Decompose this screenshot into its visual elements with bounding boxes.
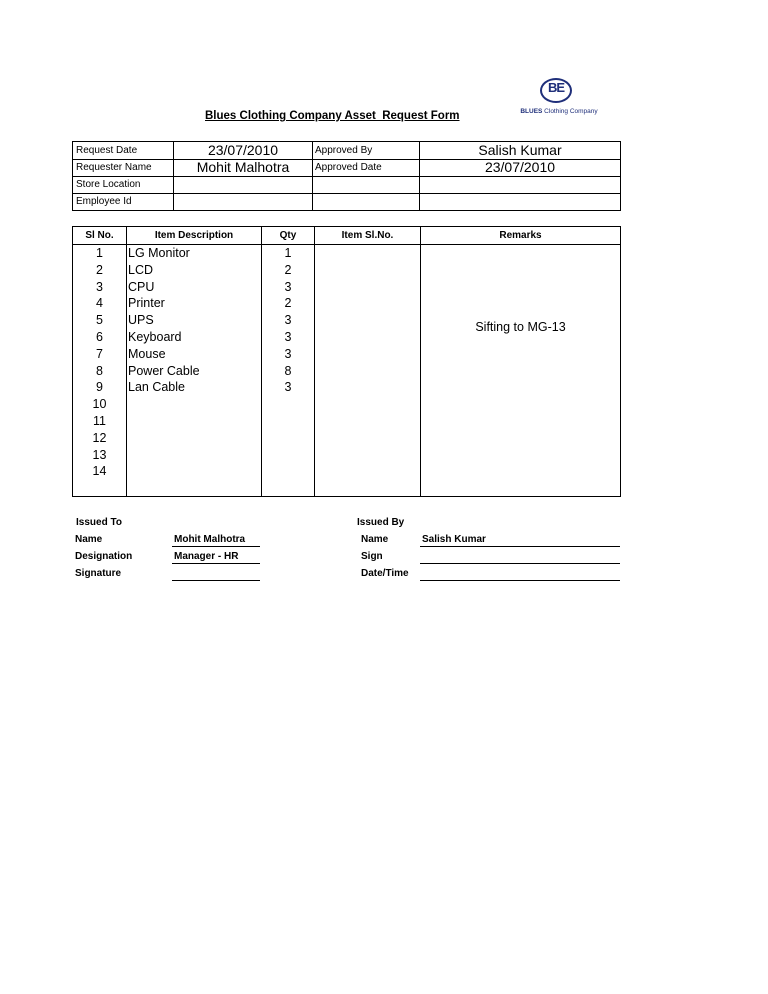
requester-name-label: Requester Name bbox=[76, 162, 152, 173]
issued-by-heading: Issued By bbox=[357, 517, 405, 528]
row-sl-no: 14 bbox=[92, 464, 107, 479]
issued-to-designation-label: Designation bbox=[75, 551, 133, 562]
row-item-description: Keyboard bbox=[128, 330, 182, 344]
issued-to-name-line bbox=[172, 546, 260, 547]
issued-to-designation-value: Manager - HR bbox=[174, 551, 239, 562]
col-header-item-sl-no: Item Sl.No. bbox=[341, 230, 394, 241]
issued-to-name-label: Name bbox=[75, 534, 103, 545]
issued-to-name-value: Mohit Malhotra bbox=[174, 534, 246, 545]
row-sl-no: 11 bbox=[93, 414, 106, 428]
request-date-label: Request Date bbox=[76, 145, 138, 156]
request-date-value: 23/07/2010 bbox=[207, 142, 279, 158]
row-sl-no: 2 bbox=[96, 262, 103, 277]
row-sl-no: 5 bbox=[96, 313, 103, 328]
row-sl-no: 10 bbox=[92, 397, 107, 412]
issued-by-name-line bbox=[420, 546, 620, 547]
row-sl-no: 6 bbox=[96, 330, 103, 344]
row-sl-no: 13 bbox=[92, 447, 107, 462]
issued-to-signature-label: Signature bbox=[75, 568, 122, 579]
row-qty: 3 bbox=[284, 380, 292, 395]
requester-name-value: Mohit Malhotra bbox=[196, 159, 290, 175]
row-item-description: UPS bbox=[128, 313, 154, 328]
issued-by-name-value: Salish Kumar bbox=[422, 534, 486, 545]
approved-date-value: 23/07/2010 bbox=[484, 159, 556, 175]
remarks-value: Sifting to MG-13 bbox=[475, 320, 566, 334]
row-item-description: Mouse bbox=[128, 346, 166, 361]
col-header-remarks: Remarks bbox=[499, 230, 542, 241]
form-title: Blues Clothing Company Asset Request Form bbox=[205, 110, 460, 122]
logo-company-name: BLUES Clothing Company bbox=[520, 108, 598, 115]
row-qty: 2 bbox=[284, 262, 292, 277]
employee-id-label: Employee Id bbox=[76, 196, 132, 207]
row-sl-no: 3 bbox=[96, 279, 103, 294]
row-qty: 2 bbox=[284, 296, 292, 311]
issued-by-datetime-label: Date/Time bbox=[361, 568, 409, 579]
row-qty: 3 bbox=[284, 279, 292, 294]
logo-monogram: BE bbox=[547, 80, 565, 95]
row-item-description: Printer bbox=[128, 296, 165, 311]
request-info-table bbox=[72, 141, 621, 211]
row-qty: 3 bbox=[284, 313, 292, 328]
row-sl-no: 9 bbox=[96, 380, 103, 395]
row-sl-no: 4 bbox=[96, 296, 103, 311]
items-table bbox=[72, 226, 621, 497]
col-header-sl-no: Sl No. bbox=[85, 230, 114, 241]
issued-by-datetime-line bbox=[420, 580, 620, 581]
issued-by-name-label: Name bbox=[361, 534, 389, 545]
row-sl-no: 8 bbox=[96, 363, 103, 378]
issued-by-sign-label: Sign bbox=[361, 551, 383, 562]
row-qty: 3 bbox=[284, 330, 292, 344]
approved-by-label: Approved By bbox=[315, 145, 373, 156]
row-sl-no: 12 bbox=[92, 430, 107, 445]
row-item-description: CPU bbox=[128, 279, 155, 294]
row-item-description: Power Cable bbox=[128, 363, 200, 378]
row-sl-no: 7 bbox=[96, 346, 103, 361]
col-header-item-description: Item Description bbox=[154, 230, 234, 241]
company-logo bbox=[516, 78, 602, 120]
approved-date-label: Approved Date bbox=[315, 162, 382, 173]
row-qty: 1 bbox=[284, 246, 292, 260]
row-qty: 3 bbox=[284, 346, 292, 361]
row-item-description: Lan Cable bbox=[128, 380, 185, 395]
row-qty: 8 bbox=[284, 363, 292, 378]
issued-to-designation-line bbox=[172, 563, 260, 564]
store-location-label: Store Location bbox=[76, 179, 141, 190]
issued-by-sign-line bbox=[420, 563, 620, 564]
row-item-description: LCD bbox=[128, 262, 154, 277]
issued-to-signature-line bbox=[172, 580, 260, 581]
row-sl-no: 1 bbox=[96, 246, 103, 260]
row-item-description: LG Monitor bbox=[128, 246, 190, 260]
issued-to-heading: Issued To bbox=[76, 517, 122, 528]
col-header-qty: Qty bbox=[279, 230, 297, 241]
approved-by-value: Salish Kumar bbox=[478, 142, 562, 158]
